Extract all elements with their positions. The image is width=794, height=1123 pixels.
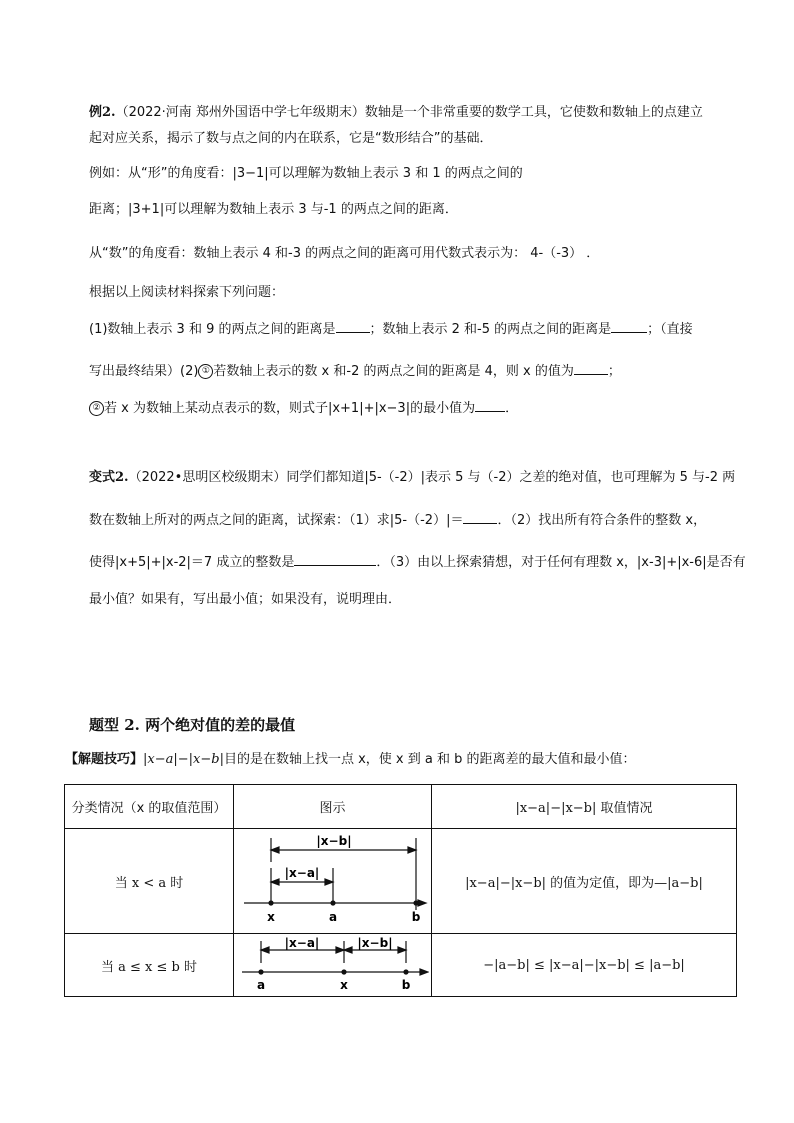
section-title: 题型 2. 两个绝对值的差的最值 [89,716,296,734]
point-x: x [340,977,348,992]
circled-number-2: ② [89,401,104,416]
variant2-line1: 变式2.（2022•思明区校级期末）同学们都知道|5-（-2）|表示 5 与（-2）之差的绝对值，也可理解为 5 与-2 两 [89,470,736,485]
answer-blank [475,398,505,412]
label-x-minus-a: |x−a| [284,935,320,950]
answer-blank [574,361,608,375]
row1-value: |x−a|−|x−b| 的值为定值，即为—|a−b| [432,829,737,934]
row2-value: −|a−b| ≤ |x−a|−|x−b| ≤ |a−b| [432,934,737,997]
example2-line8: 写出最终结果）(2) ① 若数轴上表示的数 x 和-2 的两点之间的距离是 4，则 x 的值为 ； [89,361,621,381]
label-x-minus-b: |x−b| [316,833,352,848]
label-x-minus-b: |x−b| [357,935,393,950]
example2-label: 例2. [89,105,116,120]
row1-diagram [234,829,432,934]
tip-label: 【解题技巧】 [65,752,144,767]
example2-line2: 起对应关系，揭示了数与点之间的内在联系，它是“数形结合”的基础． [89,131,493,146]
header-value: |x−a|−|x−b| 取值情况 [432,785,737,829]
tip-line: 【解题技巧】|x−a|−|x−b|目的是在数轴上找一点 x，使 x 到 a 和 b 的距离差的最大值和最小值： [65,752,636,767]
row1-case: 当 x < a 时 [65,829,234,934]
circled-number-1: ① [198,364,213,379]
variant2-label: 变式2. [89,470,129,485]
number-line-diagram-2 [234,935,429,996]
table-row [65,829,737,934]
answer-blank [294,552,376,566]
point-b: b [401,977,411,992]
row2-case: 当 a ≤ x ≤ b 时 [65,934,234,997]
point-x: x [267,909,275,924]
point-a: a [256,977,266,992]
case-table [64,784,737,997]
example2-line6: 根据以上阅读材料探索下列问题： [89,285,285,300]
header-case: 分类情况（x 的取值范围） [65,785,234,829]
example2-line1: 例2.（2022·河南 郑州外国语中学七年级期末）数轴是一个非常重要的数学工具，它使数和数轴上的点建立 [89,105,703,120]
header-diagram: 图示 [234,785,432,829]
example2-line7: (1)数轴上表示 3 和 9 的两点之间的距离是 ；数轴上表示 2 和-5 的两点之间的距离是 ；（直接 [89,319,693,339]
point-b: b [411,909,421,924]
example2-line3: 例如：从“形”的角度看：|3−1|可以理解为数轴上表示 3 和 1 的两点之间的 [89,166,523,181]
table-header-row [65,785,737,829]
label-x-minus-a: |x−a| [284,865,320,880]
variant2-line2: 数在数轴上所对的两点之间的距离，试探索：（1）求|5-（-2）|＝ ．（2）找出所有符合条件的整数 x， [89,510,706,530]
point-a: a [328,909,338,924]
table-row [65,934,737,997]
example2-line9: ② 若 x 为数轴上某动点表示的数，则式子|x+1|+|x−3|的最小值为 ． [89,398,518,418]
answer-blank [336,319,370,333]
variant2-line4: 最小值？如果有，写出最小值；如果没有，说明理由． [89,592,402,607]
number-line-diagram-1 [234,830,429,933]
example2-line4: 距离；|3+1|可以理解为数轴上表示 3 与-1 的两点之间的距离． [89,202,458,217]
answer-blank [463,510,497,524]
example2-line5: 从“数”的角度看：数轴上表示 4 和-3 的两点之间的距离可用代数式表示为： 4-（-3） ． [89,246,600,261]
row2-diagram [234,934,432,997]
tip-expression: |x−a|−|x−b| [143,752,224,767]
answer-blank [611,319,647,333]
variant2-line3: 使得|x+5|+|x-2|＝7 成立的整数是 ．（3）由以上探索猜想，对于任何有理数 x，|x-3|+|x-6|是否有 [89,552,746,572]
